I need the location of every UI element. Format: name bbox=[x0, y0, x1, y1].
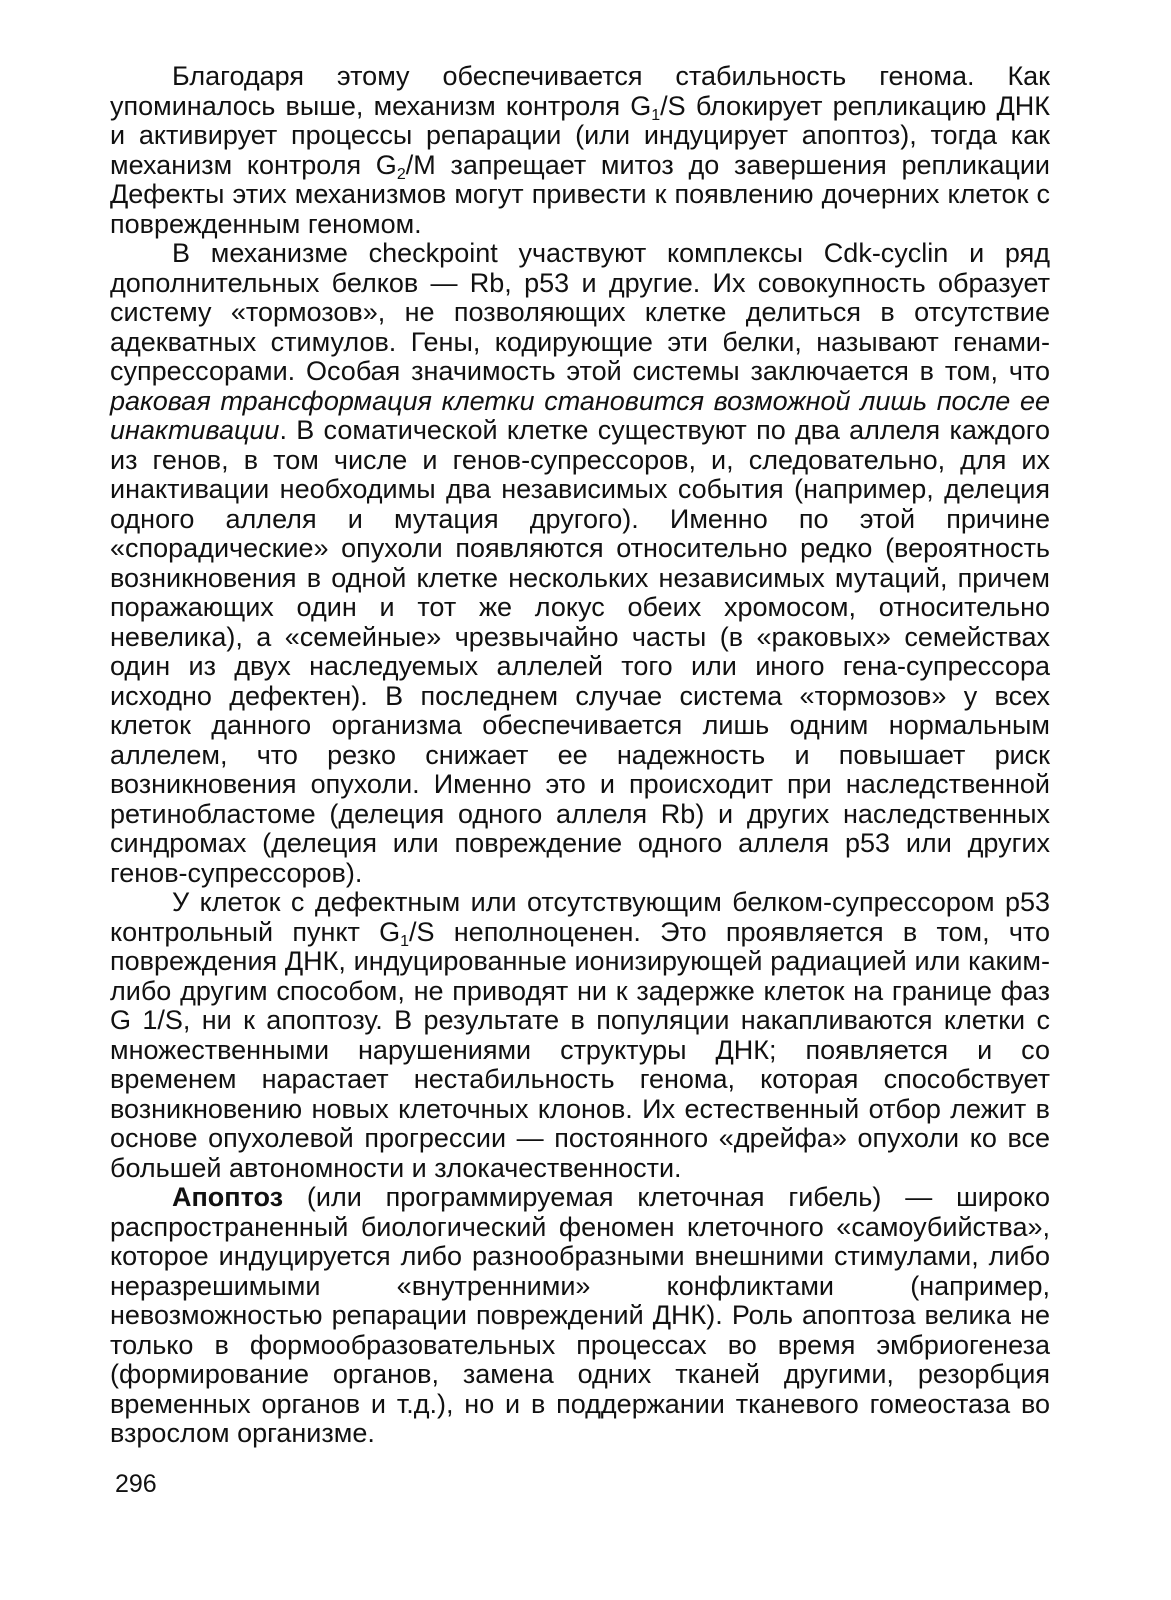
page-body bbox=[110, 62, 1050, 1449]
text-run: Благодаря этому обеспечивается стабильность генома. Как упоминалось выше, механизм контроля G bbox=[110, 61, 1050, 121]
italic-emphasis: раковая трансформация клетки становится возможной лишь после ее инактивации bbox=[110, 385, 1050, 445]
bold-term: Апоптоз bbox=[172, 1182, 284, 1212]
text-run: У клеток с дефектным или отсутствующим белком-супрессором p53 контрольный пункт G bbox=[110, 887, 1050, 947]
text-run: (или программируемая клеточная гибель) — широко распространенный биологический феномен клеточного «самоубийства», которое индуцируется либо разнообразными внешними стимулами, либо неразрешимыми «внутренними» конфликтами (например, невозможностью репарации повреждений ДНК). Роль апоптоза велика не только в формообразовательных процессах во время эмбриогенеза (формирование органов, замена одних тканей другими, резорбция временных органов и т.д.), но и в поддержании тканевого гомеостаза во взрослом организме. bbox=[110, 1182, 1050, 1448]
subscript: 1 bbox=[651, 106, 661, 124]
page-number: 296 bbox=[115, 1470, 157, 1498]
text-run: /S блокирует репликацию ДНК и активирует процессы репарации (или индуцирует апоптоз), тогда как механизм контроля G bbox=[110, 90, 1050, 180]
subscript: 1 bbox=[400, 932, 409, 950]
paragraph-p53-defect bbox=[110, 888, 1050, 1183]
paragraph-checkpoint-suppressors bbox=[110, 239, 1050, 888]
text-run: /M запрещает митоз до завершения репликации Дефекты этих механизмов могут привести к появлению дочерних клеток с поврежденным геномом. bbox=[110, 149, 1050, 239]
paragraph-genome-stability bbox=[110, 62, 1050, 239]
subscript: 2 bbox=[396, 165, 406, 183]
paragraph-apoptosis bbox=[110, 1183, 1050, 1449]
text-run: /S неполноценен. Это проявляется в том, что повреждения ДНК, индуцированные ионизирующей радиацией или каким-либо другим способом, не приводят ни к задержке клеток на границе фаз G 1/S, ни к апоптозу. В результате в популяции накапливаются клетки с множественными нарушениями структуры ДНК; появляется и со временем нарастает нестабильность генома, которая способствует возникновению новых клеточных клонов. Их естественный отбор лежит в основе опухолевой прогрессии — постоянного «дрейфа» опухоли ко все большей автономности и злокачественности. bbox=[110, 916, 1050, 1183]
text-run: В механизме checkpoint участвуют комплексы Cdk-cyclin и ряд дополнительных белков — Rb, p53 и другие. Их совокупность образует систему «тормозов», не позволяющих клетке делиться в отсутствие адекватных стимулов. Гены, кодирующие эти белки, называют генами-супрессорами. Особая значимость этой системы заключается в том, что bbox=[110, 238, 1050, 386]
text-run: . В соматической клетке существуют по два аллеля каждого из генов, в том числе и генов-супрессоров, и, следовательно, для их инактивации необходимы два независимых события (например, делеция одного аллеля и мутация другого). Именно по этой причине «спорадические» опухоли появляются относительно редко (вероятность возникновения в одной клетке нескольких независимых мутаций, причем поражающих один и тот же локус обеих хромосом, относительно невелика), а «семейные» чрезвычайно часты (в «раковых» семействах один из двух наследуемых аллелей того или иного гена-супрессора исходно дефектен). В последнем случае система «тормозов» у всех клеток данного организма обеспечивается лишь одним нормальным аллелем, что резко снижает ее надежность и повышает риск возникновения опухоли. Именно это и происходит при наследственной ретинобластоме (делеция одного аллеля Rb) и других наследственных синдромах (делеция или повреждение одного аллеля p53 или других генов-супрессоров). bbox=[110, 415, 1050, 888]
